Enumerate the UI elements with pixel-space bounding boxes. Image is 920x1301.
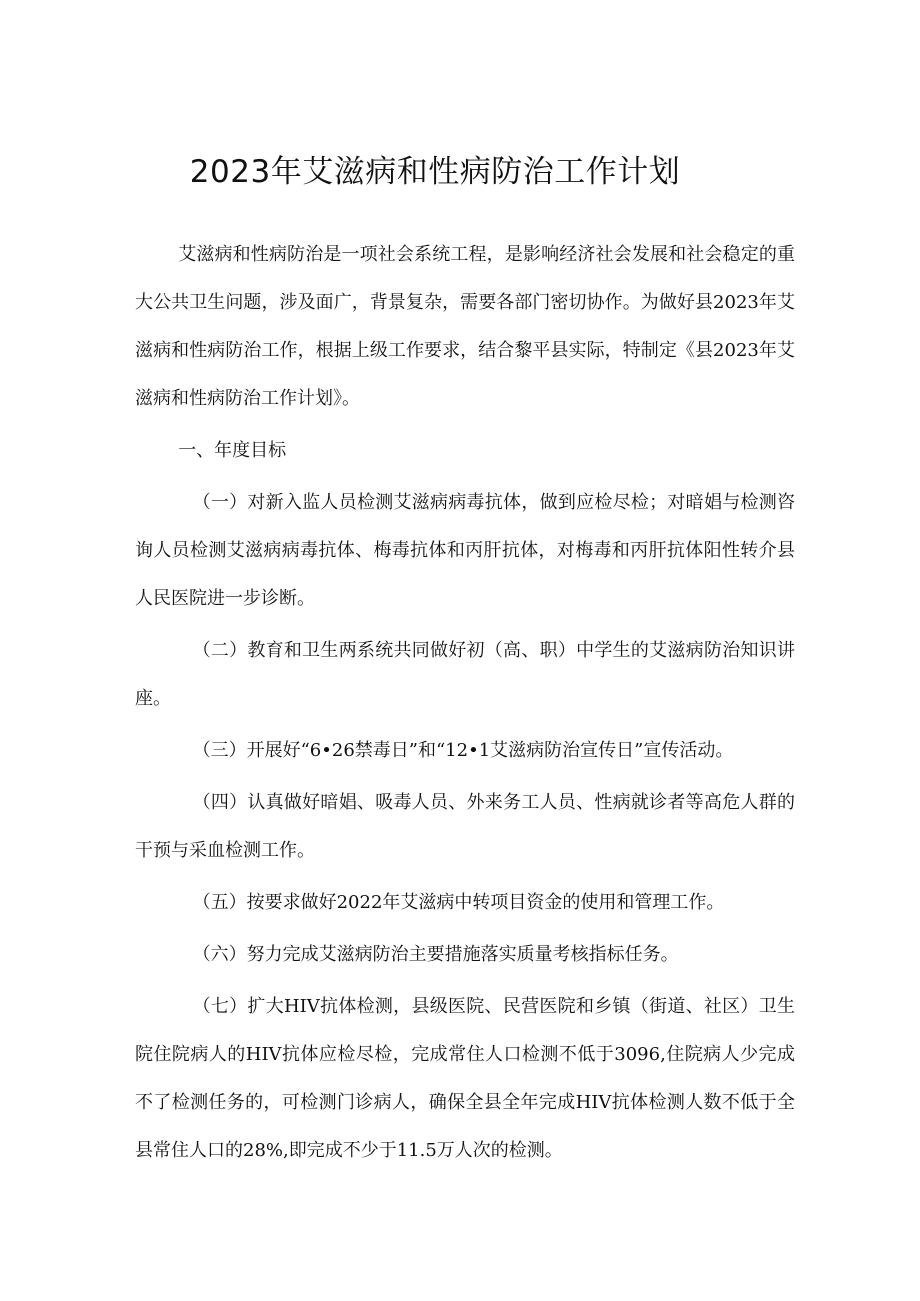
- intro-paragraph: 艾滋病和性病防治是一项社会系统工程，是影响经济社会发展和社会稳定的重大公共卫生问题，涉及面广，背景复杂，需要各部门密切协作。为做好县2023年艾滋病和性病防治工作，根据上级工作要求，结合黎平县实际，特制定《县2023年艾滋病和性病防治工作计划》。: [135, 244, 795, 409]
- document-body: [135, 231, 795, 1179]
- goal-item-6: （六）努力完成艾滋病防治主要措施落实质量考核指标任务。: [192, 944, 679, 965]
- goal-item-7: （七）扩大HIV抗体检测，县级医院、民营医院和乡镇（街道、社区）卫生院住院病人的HIV抗体应检尽检，完成常住人口检测不低于3096,住院病人少完成不了检测任务的，可检测门诊病人，确保全县全年完成HIV抗体检测人数不低于全县常住人口的28%,即完成不少于11.5万人次的检测。: [135, 996, 795, 1161]
- goal-item-1: （一）对新入监人员检测艾滋病病毒抗体，做到应检尽检；对暗娼与检测咨询人员检测艾滋病病毒抗体、梅毒抗体和丙肝抗体，对梅毒和丙肝抗体阳性转介县人民医院进一步诊断。: [135, 492, 795, 609]
- goal-item-2: （二）教育和卫生两系统共同做好初（高、职）中学生的艾滋病防治知识讲座。: [135, 640, 795, 709]
- goal-item-3: （三）开展好“6•26禁毒日”和“12•1艾滋病防治宣传日”宣传活动。: [192, 740, 734, 761]
- section-heading-annual-goals: 一、年度目标: [178, 440, 287, 461]
- document-title: 2023年艾滋病和性病防治工作计划: [189, 154, 681, 190]
- goal-item-4: （四）认真做好暗娼、吸毒人员、外来务工人员、性病就诊者等高危人群的干预与采血检测工作。: [135, 792, 795, 861]
- goal-item-5: （五）按要求做好2022年艾滋病中转项目资金的使用和管理工作。: [192, 892, 725, 913]
